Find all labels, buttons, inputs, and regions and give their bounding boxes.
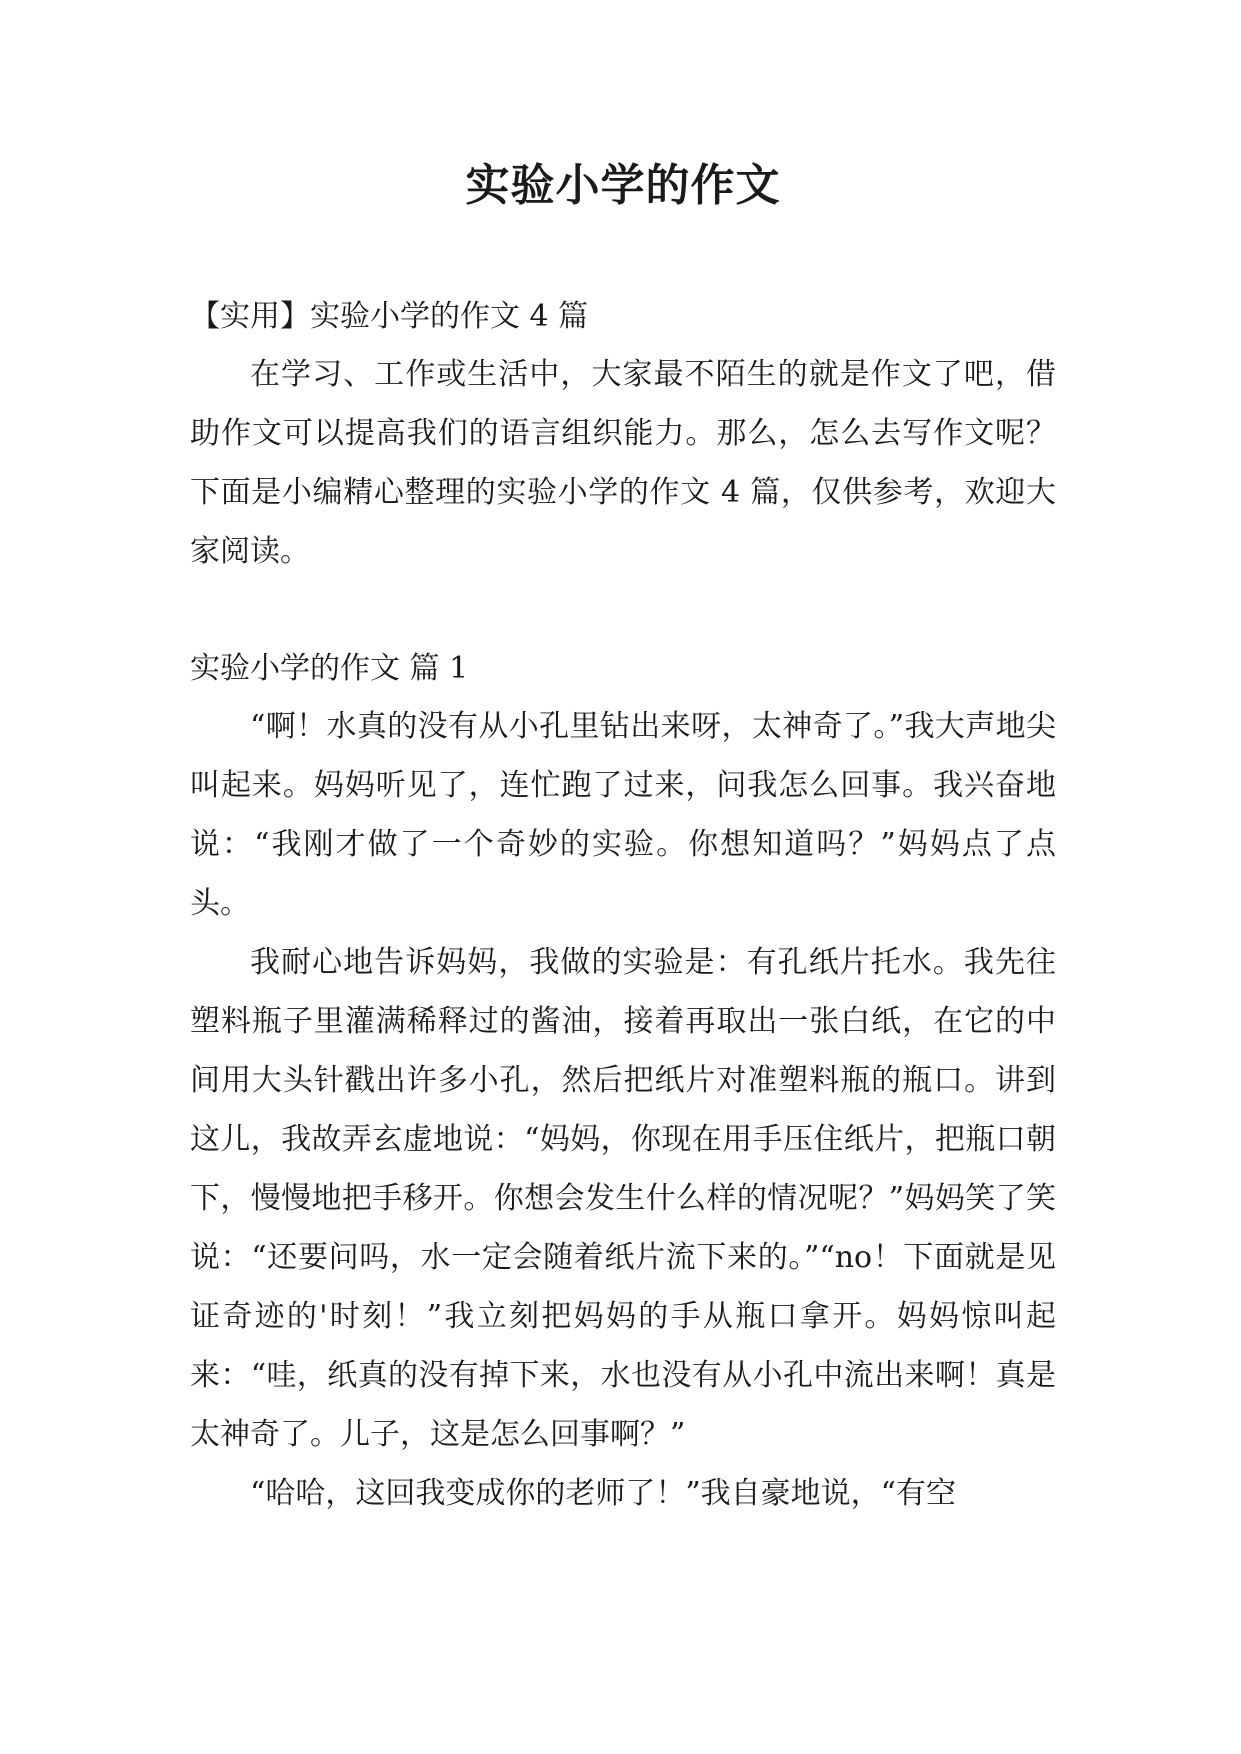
section-heading: 实验小学的作文 篇 1: [190, 651, 469, 686]
essay-body: [190, 697, 1056, 1523]
document-subtitle: 【实用】实验小学的作文 4 篇: [190, 299, 589, 334]
intro-block: [190, 345, 1056, 581]
document-title: 实验小学的作文: [465, 160, 781, 211]
essay-paragraph-2: 我耐心地告诉妈妈，我做的实验是：有孔纸片托水。我先往塑料瓶子里灌满稀释过的酱油，接着再取出一张白纸，在它的中间用大头针戳出许多小孔，然后把纸片对准塑料瓶的瓶口。讲到这儿，我故弄玄虚地说：“妈妈，你现在用手压住纸片，把瓶口朝下，慢慢地把手移开。你想会发生什么样的情况呢？”妈妈笑了笑说：“还要问吗，水一定会随着纸片流下来的。”“no！下面就是见证奇迹的'时刻！”我立刻把妈妈的手从瓶口拿开。妈妈惊叫起来：“哇，纸真的没有掉下来，水也没有从小孔中流出来啊！真是太神奇了。儿子，这是怎么回事啊？”: [190, 945, 1056, 1452]
essay-paragraph-3: “哈哈，这回我变成你的老师了！”我自豪地说，“有空: [250, 1476, 957, 1511]
intro-paragraph: 在学习、工作或生活中，大家最不陌生的就是作文了吧，借助作文可以提高我们的语言组织能力。那么，怎么去写作文呢？下面是小编精心整理的实验小学的作文 4 篇，仅供参考，欢迎大家阅读。: [190, 357, 1056, 569]
document-page: [190, 0, 1056, 1754]
essay-paragraph-1: “啊！水真的没有从小孔里钻出来呀，太神奇了。”我大声地尖叫起来。妈妈听见了，连忙跑了过来，问我怎么回事。我兴奋地说：“我刚才做了一个奇妙的实验。你想知道吗？”妈妈点了点头。: [190, 709, 1056, 921]
